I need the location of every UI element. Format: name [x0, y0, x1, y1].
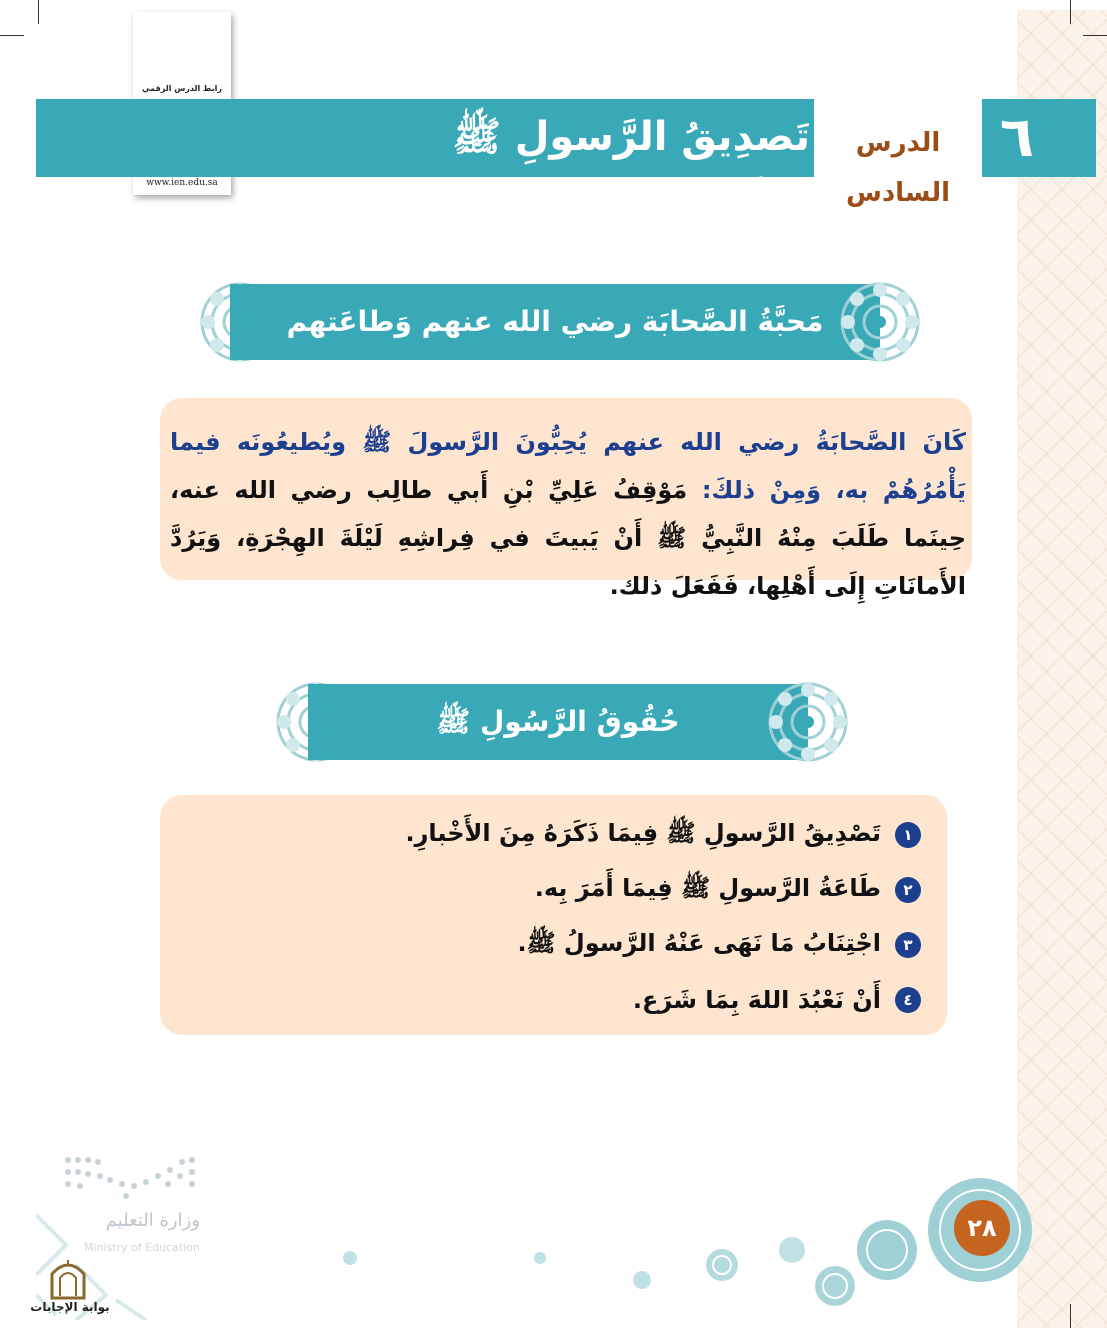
- list-number: ٤: [895, 987, 921, 1013]
- section-title-sahaba: مَحبَّةُ الصَّحابَة رضي الله عنهم وَطاعَتهم: [230, 284, 880, 360]
- list-item: [535, 865, 921, 915]
- qr-title: رابط الدرس الرقمي: [142, 84, 222, 93]
- watermark-text: بوابة الإجابات: [30, 1300, 110, 1314]
- sahaba-paragraph: [170, 418, 966, 610]
- crop-mark: [38, 0, 39, 24]
- lesson-title: تَصدِيقُ الرَّسولِ ﷺ وَطَاعَتُه: [452, 114, 810, 224]
- crop-mark: [0, 35, 24, 36]
- list-number: ١: [895, 822, 921, 848]
- decorative-side-border: [1017, 10, 1107, 1328]
- ministry-logo-icon: [60, 1152, 200, 1202]
- list-item: [405, 810, 921, 860]
- rosette-ornament-icon: [838, 280, 922, 364]
- qr-url[interactable]: www.ien.edu.sa: [146, 178, 218, 188]
- lesson-label: الدرس السادس: [845, 128, 951, 208]
- section-title-rights: حُقُوقُ الرَّسُولِ ﷺ: [308, 684, 808, 760]
- list-item-text: أَنْ نَعْبُدَ اللهَ بِمَا شَرَع.: [632, 986, 881, 1014]
- paragraph-body: مَوْقِفُ عَلِيِّ بْنِ أَبي طالِب رضي الله عنه، حِينَما طَلَبَ مِنْهُ النَّبِيُّ ﷺ أَنْ يَبيتَ في فِراشِهِ لَيْلَةَ الهِجْرَةِ، وَيَرُدَّ الأَمانَاتِ إِلَى أَهْلِها، فَفَعَلَ ذلك.: [170, 476, 966, 600]
- list-number: ٣: [895, 932, 921, 958]
- page-number: ٢٨: [954, 1200, 1010, 1256]
- ministry-name-english: Ministry of Education: [83, 1241, 200, 1254]
- footer-rosettes-decoration: [330, 1170, 1050, 1320]
- crop-mark: [1083, 35, 1107, 36]
- list-item-text: اجْتِنَابُ مَا نَهَى عَنْهُ الرَّسولُ ﷺ.: [517, 928, 881, 957]
- list-item-text: طَاعَةُ الرَّسولِ ﷺ فِيمَا أَمَرَ بِه.: [534, 873, 881, 902]
- list-item: [517, 920, 921, 970]
- list-number: ٢: [895, 877, 921, 903]
- watermark-logo-icon: [48, 1256, 88, 1300]
- ministry-name-arabic: وزارة التعليم: [105, 1210, 200, 1231]
- list-item: [633, 975, 921, 1025]
- paragraph-intro: كَانَ الصَّحابَةُ رضي الله عنهم يُحِبُّونَ الرَّسولَ ﷺ ويُطيعُونَه فيما يَأْمُرُهُمْ به، وَمِنْ ذلكَ:: [170, 428, 966, 504]
- lesson-number: ٦: [999, 105, 1035, 170]
- crop-mark: [1070, 0, 1071, 24]
- crop-mark: [1070, 1304, 1071, 1328]
- list-item-text: تَصْدِيقُ الرَّسولِ ﷺ فِيمَا ذَكَرَهُ مِنَ الأَخْبارِ.: [405, 818, 881, 847]
- rosette-ornament-icon: [766, 680, 850, 764]
